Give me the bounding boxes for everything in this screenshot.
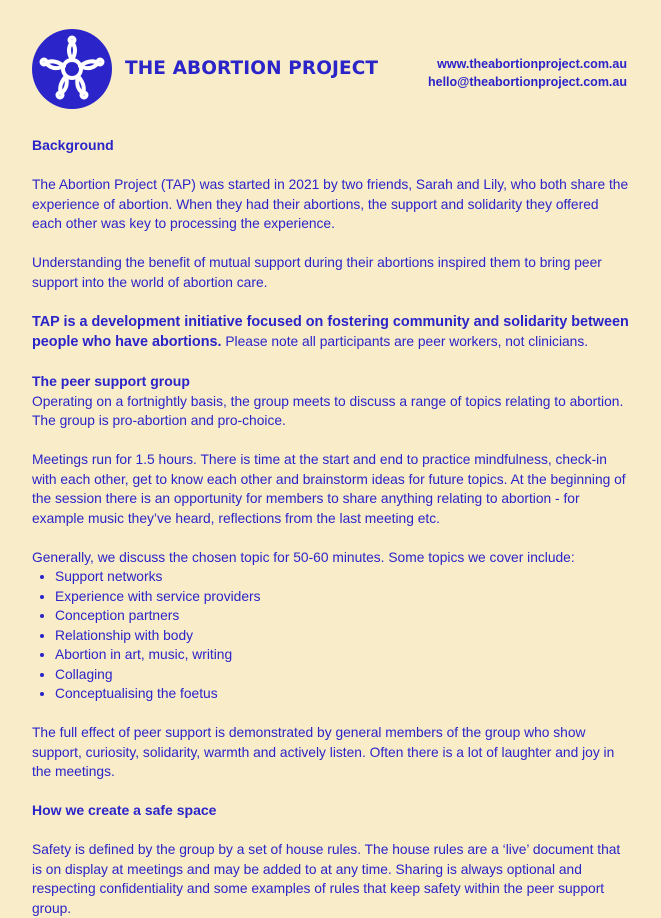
peer-group-heading: The peer support group: [32, 373, 190, 389]
list-item: • Conceptualising the foetus: [55, 684, 632, 704]
background-para-3: [32, 312, 632, 353]
topics-intro: Generally, we discuss the chosen topic for 50-60 minutes. Some topics we cover include:: [32, 549, 575, 565]
list-item: • Collaging: [55, 665, 632, 685]
background-heading: Background: [32, 137, 114, 153]
participants-note: Please note all participants are peer workers, not clinicians.: [221, 334, 589, 349]
contact-block: [428, 55, 627, 91]
list-item: • Relationship with body: [55, 626, 632, 646]
knot-star-logo-graphic: [32, 29, 112, 109]
website-link[interactable]: www.theabortionproject.com.au: [437, 57, 627, 71]
tap-lead-statement: TAP is a development initiative focused on fostering community and solidarity between people who have abortions.: [32, 313, 629, 350]
list-item: • Abortion in art, music, writing: [55, 645, 632, 665]
brand-title: THE ABORTION PROJECT: [125, 58, 379, 79]
list-item: • Conception partners: [55, 606, 632, 626]
peer-group-para-2: Meetings run for 1.5 hours. There is time at the start and end to practice mindfulness, check-in with each other, get to know each other and brainstorm ideas for future topics. At the beginning of the session there is an opportunity for members to share anything relating to abortion - for example music they’ve heard, reflections from the last meeting etc.: [32, 452, 626, 526]
document-body: [32, 136, 632, 918]
peer-group-para-3: The full effect of peer support is demonstrated by general members of the group who show support, curiosity, solidarity, warmth and actively listen. Often there is a lot of laughter and joy in the meetings.: [32, 725, 615, 779]
email-link[interactable]: hello@theabortionproject.com.au: [427, 75, 627, 89]
safe-space-heading: How we create a safe space: [32, 802, 217, 818]
list-item: • Experience with service providers: [55, 587, 632, 607]
knot-star-logo-icon: [32, 29, 112, 109]
peer-group-para-1: Operating on a fortnightly basis, the group meets to discuss a range of topics relating to abortion. The group is pro-abortion and pro-choice.: [32, 393, 624, 428]
list-item: • Support networks: [55, 567, 632, 587]
background-para-2: Understanding the benefit of mutual support during their abortions inspired them to bring peer support into the world of abortion care.: [32, 255, 602, 290]
background-para-1: The Abortion Project (TAP) was started in 2021 by two friends, Sarah and Lily, who both share the experience of abortion. When they had their abortions, the support and solidarity they offered each other was key to processing the experience.: [32, 177, 629, 231]
header: [0, 0, 661, 120]
topics-list: [32, 567, 632, 704]
safe-space-para-1: Safety is defined by the group by a set of house rules. The house rules are a ‘live’ document that is on display at meetings and may be added to at any time. Sharing is always optional and respecting confidentiality and some examples of rules that keep safety within the peer support group.: [32, 842, 621, 916]
